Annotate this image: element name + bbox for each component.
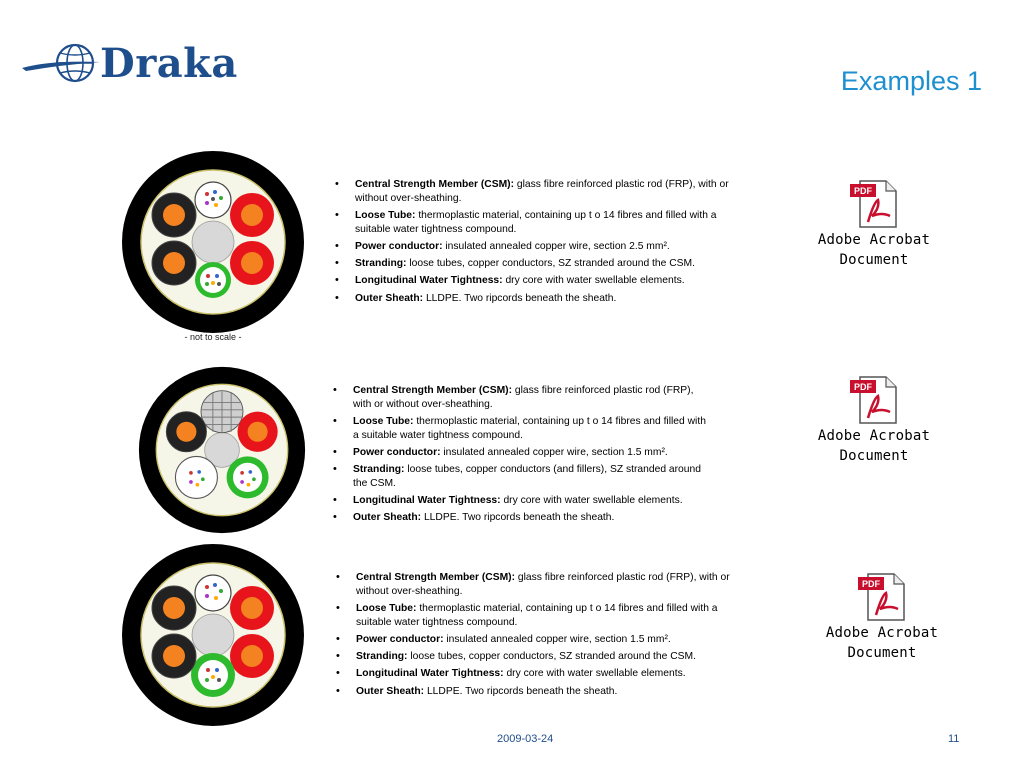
attachment-label-line1: Adobe Acrobat bbox=[817, 232, 931, 248]
attachment-label-line2: Document bbox=[847, 645, 917, 661]
list-item: • Stranding: loose tubes, copper conductors, SZ stranded around the CSM. bbox=[336, 650, 696, 663]
list-item: • Central Strength Member (CSM): glass fibre reinforced plastic rod (FRP), with or without over-sheathing. bbox=[333, 384, 694, 410]
svg-text:PDF: PDF bbox=[854, 382, 872, 392]
pdf-attachment-2[interactable] bbox=[804, 374, 944, 466]
list-item: • Loose Tube: thermoplastic material, containing up t o 14 fibres and filled with a suitable water tightness compound. bbox=[336, 601, 718, 628]
list-item: • Longitudinal Water Tightness: dry core with water swellable elements. bbox=[335, 274, 685, 287]
pdf-attachment-3[interactable] bbox=[812, 571, 952, 663]
list-item: • Loose Tube: thermoplastic material, containing up t o 14 fibres and filled with a suitable water tightness compound. bbox=[335, 208, 717, 235]
attachment-label-line1: Adobe Acrobat bbox=[817, 428, 931, 444]
svg-text:PDF: PDF bbox=[862, 579, 880, 589]
list-item: • Power conductor: insulated annealed copper wire, section 1.5 mm². bbox=[336, 632, 671, 645]
list-item: • Longitudinal Water Tightness: dry core with water swellable elements. bbox=[336, 667, 686, 680]
list-item: • Longitudinal Water Tightness: dry core with water swellable elements. bbox=[333, 494, 683, 507]
spec-list-3 bbox=[334, 571, 744, 702]
list-item: • Stranding: loose tubes, copper conductors (and fillers), SZ stranded around the CSM. bbox=[333, 463, 701, 489]
list-item: • Loose Tube: thermoplastic material, containing up t o 14 fibres and filled with a suitable water tightness compound. bbox=[333, 414, 706, 441]
list-item: • Power conductor: insulated annealed copper wire, section 1.5 mm². bbox=[333, 445, 668, 458]
spec-list-2 bbox=[331, 384, 711, 529]
list-item: • Outer Sheath: LLDPE. Two ripcords beneath the sheath. bbox=[335, 291, 617, 304]
spec-list-1 bbox=[333, 178, 743, 309]
logo-text: Draka bbox=[100, 40, 238, 87]
globe-logo-icon bbox=[20, 38, 102, 88]
pdf-icon bbox=[856, 571, 908, 623]
list-item: • Outer Sheath: LLDPE. Two ripcords beneath the sheath. bbox=[336, 684, 618, 697]
pdf-attachment-1[interactable] bbox=[804, 178, 944, 270]
footer-date: 2009-03-24 bbox=[497, 733, 554, 745]
scale-note: - not to scale - bbox=[184, 332, 242, 342]
list-item: • Outer Sheath: LLDPE. Two ripcords beneath the sheath. bbox=[333, 511, 615, 524]
list-item: • Central Strength Member (CSM): glass fibre reinforced plastic rod (FRP), with or without over-sheathing. bbox=[336, 571, 730, 597]
page-title: Examples 1 bbox=[840, 66, 982, 96]
cable-cross-section-1 bbox=[121, 150, 305, 334]
list-item: • Central Strength Member (CSM): glass fibre reinforced plastic rod (FRP), with or without over-sheathing. bbox=[335, 178, 729, 204]
page-number: 11 bbox=[948, 733, 960, 745]
attachment-label-line2: Document bbox=[839, 448, 909, 464]
pdf-icon bbox=[848, 178, 900, 230]
attachment-label-line2: Document bbox=[839, 252, 909, 268]
list-item: • Stranding: loose tubes, copper conductors, SZ stranded around the CSM. bbox=[335, 257, 695, 270]
pdf-icon bbox=[848, 374, 900, 426]
svg-text:PDF: PDF bbox=[854, 186, 872, 196]
attachment-label-line1: Adobe Acrobat bbox=[825, 625, 939, 641]
cable-cross-section-2 bbox=[138, 366, 306, 534]
cable-cross-section-3 bbox=[121, 543, 305, 727]
list-item: • Power conductor: insulated annealed copper wire, section 2.5 mm². bbox=[335, 239, 670, 252]
